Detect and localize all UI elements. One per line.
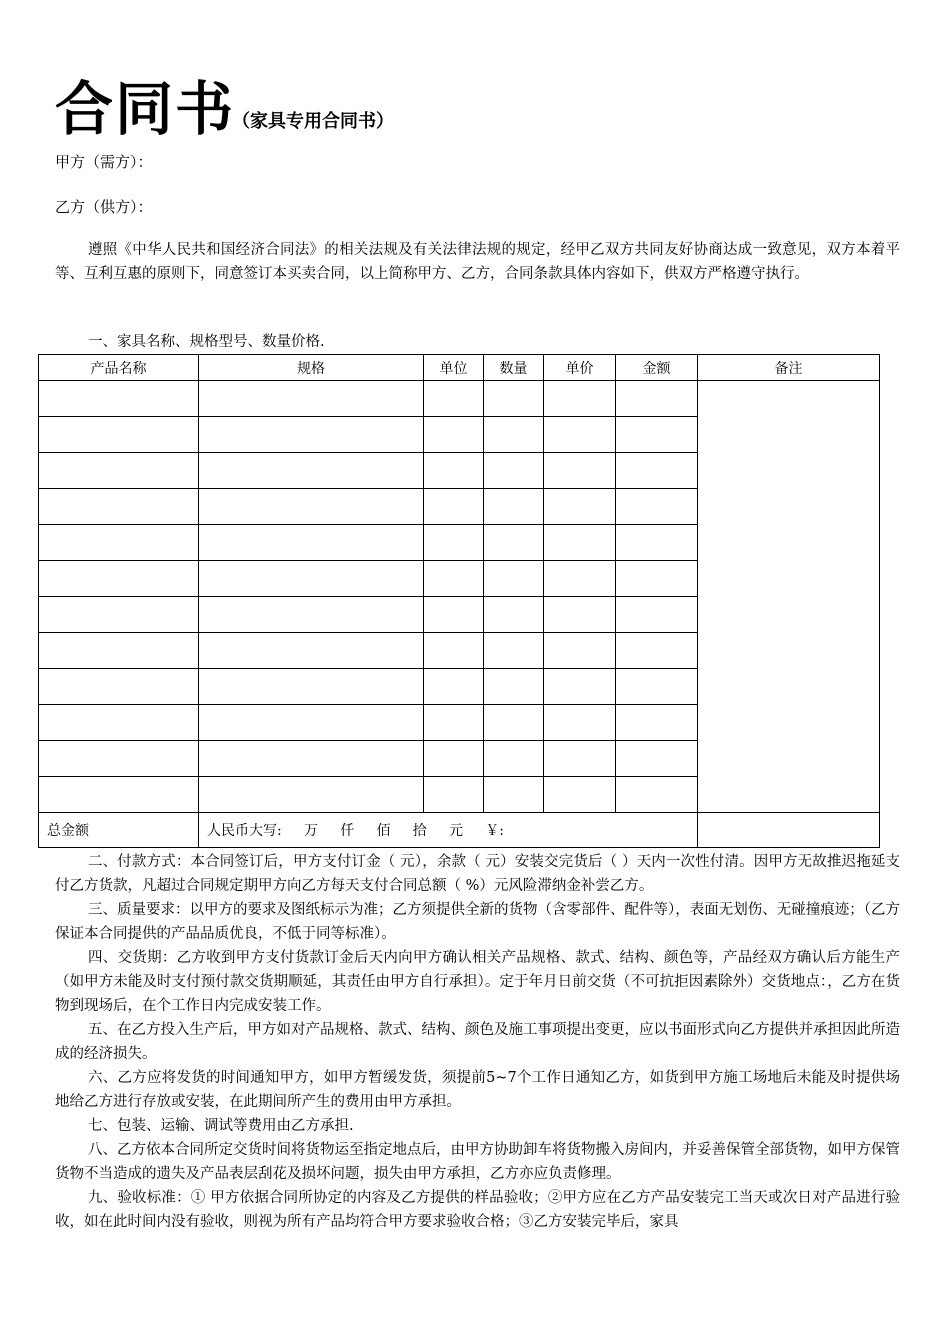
col-header-unit-price: 单价 [544, 355, 616, 381]
table-cell[interactable] [199, 633, 424, 669]
table-cell[interactable] [616, 525, 698, 561]
table-cell[interactable] [424, 777, 484, 813]
table-cell[interactable] [484, 633, 544, 669]
table-cell[interactable] [616, 561, 698, 597]
table-cell[interactable] [544, 525, 616, 561]
table-cell[interactable] [616, 633, 698, 669]
party-a-label: 甲方（需方）： [55, 153, 153, 171]
table-cell[interactable] [199, 669, 424, 705]
table-cell[interactable] [616, 741, 698, 777]
clause-7: 七、包装、运输、调试等费用由乙方承担. [88, 1118, 354, 1134]
table-cell[interactable] [199, 561, 424, 597]
clause-9: 九、验收标准：① 甲方依据合同所协定的内容及乙方提供的样品验收；②甲方应在乙方产品安装完工当天或次日对产品进行验收，如在此时间内没有验收，则视为所有产品均符合甲方要求验收合格；③乙方安装完毕后，家具 [55, 1190, 900, 1230]
table-cell[interactable] [424, 705, 484, 741]
table-cell[interactable] [424, 633, 484, 669]
clause-6: 六、乙方应将发货的时间通知甲方，如甲方暂缓发货，须提前5~7个工作日通知乙方，如货到甲方施工场地后未能及时提供场地给乙方进行存放或安装，在此期间所产生的费用由甲方承担。 [55, 1070, 900, 1110]
table-cell[interactable] [39, 597, 199, 633]
col-header-quantity: 数量 [484, 355, 544, 381]
table-cell[interactable] [484, 669, 544, 705]
product-table [38, 354, 880, 848]
table-cell[interactable] [39, 633, 199, 669]
table-cell[interactable] [39, 705, 199, 741]
table-cell[interactable] [199, 453, 424, 489]
table-cell[interactable] [484, 525, 544, 561]
table-cell[interactable] [616, 705, 698, 741]
table-cell[interactable] [424, 417, 484, 453]
table-cell[interactable] [484, 705, 544, 741]
col-header-spec: 规格 [199, 355, 424, 381]
table-cell[interactable] [544, 417, 616, 453]
total-remark-cell[interactable] [698, 813, 880, 848]
remark-cell[interactable] [698, 381, 880, 813]
table-cell[interactable] [616, 777, 698, 813]
clause-4: 四、交货期：乙方收到甲方支付货款订金后天内向甲方确认相关产品规格、款式、结构、颜色等，产品经双方确认后方能生产（如甲方未能及时支付预付款交货期顺延，其责任由甲方自行承担）。定于年月日前交货（不可抗拒因素除外）交货地点：，乙方在货物到现场后，在个工作日内完成安装工作。 [55, 950, 900, 1014]
table-cell[interactable] [424, 597, 484, 633]
table-cell[interactable] [616, 417, 698, 453]
table-header-row [39, 355, 880, 381]
table-cell[interactable] [616, 453, 698, 489]
table-cell[interactable] [199, 705, 424, 741]
table-cell[interactable] [39, 777, 199, 813]
col-header-remark: 备注 [698, 355, 880, 381]
table-cell[interactable] [424, 525, 484, 561]
table-cell[interactable] [616, 381, 698, 417]
table-cell[interactable] [544, 777, 616, 813]
table-cell[interactable] [544, 633, 616, 669]
table-row [39, 381, 880, 417]
table-cell[interactable] [544, 453, 616, 489]
table-cell[interactable] [199, 777, 424, 813]
clauses [55, 850, 900, 1234]
table-cell[interactable] [39, 525, 199, 561]
table-cell[interactable] [424, 489, 484, 525]
total-amount-text: 人民币大写: 万 仟 佰 拾 元 ￥: [199, 813, 698, 848]
table-cell[interactable] [484, 453, 544, 489]
table-cell[interactable] [616, 489, 698, 525]
table-cell[interactable] [424, 561, 484, 597]
table-cell[interactable] [544, 561, 616, 597]
table-cell[interactable] [544, 741, 616, 777]
total-label: 总金额 [39, 813, 199, 848]
table-cell[interactable] [39, 453, 199, 489]
total-row [39, 813, 880, 848]
table-cell[interactable] [544, 669, 616, 705]
table-cell[interactable] [39, 417, 199, 453]
table-cell[interactable] [484, 741, 544, 777]
table-cell[interactable] [544, 489, 616, 525]
clause-5: 五、在乙方投入生产后，甲方如对产品规格、款式、结构、颜色及施工事项提出变更，应以书面形式向乙方提供并承担因此所造成的经济损失。 [55, 1022, 900, 1062]
table-cell[interactable] [39, 669, 199, 705]
table-cell[interactable] [424, 669, 484, 705]
table-cell[interactable] [39, 381, 199, 417]
table-cell[interactable] [484, 777, 544, 813]
table-cell[interactable] [39, 489, 199, 525]
table-cell[interactable] [39, 741, 199, 777]
intro-paragraph: 遵照《中华人民共和国经济合同法》的相关法规及有关法律法规的规定，经甲乙双方共同友好协商达成一致意见，双方本着平等、互利互惠的原则下，同意签订本买卖合同，以上简称甲方、乙方，合同条款具体内容如下，供双方严格遵守执行。 [55, 242, 900, 282]
table-cell[interactable] [484, 561, 544, 597]
table-cell[interactable] [424, 741, 484, 777]
table-cell[interactable] [199, 525, 424, 561]
table-cell[interactable] [616, 669, 698, 705]
table-cell[interactable] [424, 453, 484, 489]
table-cell[interactable] [199, 489, 424, 525]
table-cell[interactable] [484, 489, 544, 525]
table-cell[interactable] [199, 417, 424, 453]
table-cell[interactable] [484, 381, 544, 417]
table-cell[interactable] [199, 597, 424, 633]
party-b-label: 乙方（供方）： [55, 198, 153, 216]
table-cell[interactable] [424, 381, 484, 417]
section-1-title: 一、家具名称、规格型号、数量价格. [88, 334, 325, 350]
table-cell[interactable] [544, 705, 616, 741]
col-header-amount: 金额 [616, 355, 698, 381]
contract-title: 合同书 [55, 75, 236, 143]
table-cell[interactable] [484, 417, 544, 453]
table-cell[interactable] [484, 597, 544, 633]
clause-3: 三、质量要求：以甲方的要求及图纸标示为准；乙方须提供全新的货物（含零部件、配件等），表面无划伤、无碰撞痕迹；（乙方保证本合同提供的产品品质优良，不低于同等标准）。 [55, 902, 900, 942]
table-cell[interactable] [199, 741, 424, 777]
col-header-unit: 单位 [424, 355, 484, 381]
col-header-product-name: 产品名称 [39, 355, 199, 381]
table-cell[interactable] [544, 381, 616, 417]
table-cell[interactable] [616, 597, 698, 633]
table-cell[interactable] [39, 561, 199, 597]
table-cell[interactable] [199, 381, 424, 417]
contract-subtitle: （家具专用合同书） [232, 111, 394, 132]
table-cell[interactable] [544, 597, 616, 633]
clause-8: 八、乙方依本合同所定交货时间将货物运至指定地点后，由甲方协助卸车将货物搬入房间内，并妥善保管全部货物，如甲方保管货物不当造成的遗失及产品表层刮花及损坏问题，损失由甲方承担，乙方亦应负责修理。 [55, 1142, 900, 1182]
clause-2: 二、付款方式：本合同签订后，甲方支付订金（ 元），余款（ 元）安装交完货后（ ）天内一次性付清。因甲方无故推迟拖延支付乙方货款，凡超过合同规定期甲方向乙方每天支付合同总额（ %）元风险滞纳金补尝乙方。 [55, 854, 900, 894]
